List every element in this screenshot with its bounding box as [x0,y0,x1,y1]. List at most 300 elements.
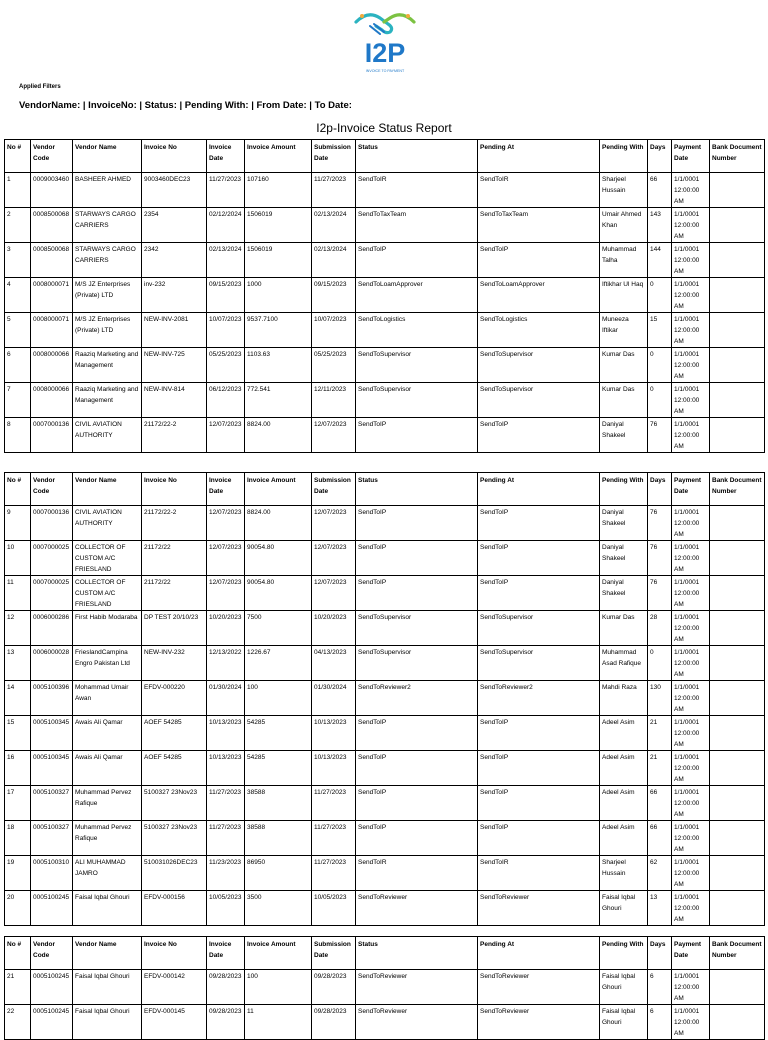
column-header-pending-at: Pending At [478,473,600,506]
cell-vendor-name: COLLECTOR OF CUSTOM A/C FRIESLAND [73,576,142,611]
cell-submission-date: 09/28/2023 [312,1005,356,1040]
cell-bank-document-number [710,611,765,646]
column-header-payment-date: Payment Date [672,937,710,970]
table-row [5,173,765,208]
cell-bank-document-number [710,208,765,243]
cell-invoice-date: 11/27/2023 [207,786,245,821]
cell-bank-document-number [710,646,765,681]
cell-pending-with: Adeel Asim [600,751,648,786]
cell-pending-with: Sharjeel Hussain [600,856,648,891]
cell-vendor-name: Faisal Iqbal Ghouri [73,970,142,1005]
cell-vendor-name: Faisal Iqbal Ghouri [73,891,142,926]
table-row [5,970,765,1005]
cell-pending-at: SendToIP [478,418,600,453]
cell-submission-date: 12/07/2023 [312,506,356,541]
cell-invoice-date: 12/07/2023 [207,576,245,611]
cell-submission-date: 11/27/2023 [312,821,356,856]
cell-invoice-date: 10/20/2023 [207,611,245,646]
cell-bank-document-number [710,681,765,716]
column-header-submission-date: Submission Date [312,140,356,173]
cell-invoice-amount: 3500 [245,891,312,926]
cell-pending-at: SendToReviewer2 [478,681,600,716]
cell-vendor-name: Raaziq Marketing and Management [73,383,142,418]
cell-no: 19 [5,856,31,891]
cell-no: 15 [5,716,31,751]
cell-invoice-no: DP TEST 20/10/23 [142,611,207,646]
cell-payment-date: 1/1/0001 12:00:00 AM [672,278,710,313]
cell-pending-at: SendToIP [478,716,600,751]
cell-invoice-amount: 1506019 [245,243,312,278]
cell-bank-document-number [710,173,765,208]
cell-status: SendToSupervisor [356,383,478,418]
cell-status: SendToIP [356,418,478,453]
column-header-bank-document-number: Bank Document Number [710,937,765,970]
cell-bank-document-number [710,348,765,383]
cell-vendor-name: M/S JZ Enterprises (Private) LTD [73,313,142,348]
cell-no: 18 [5,821,31,856]
report-title: I2p-Invoice Status Report [316,121,452,135]
cell-invoice-amount: 38588 [245,821,312,856]
cell-payment-date: 1/1/0001 12:00:00 AM [672,313,710,348]
column-header-status: Status [356,140,478,173]
cell-invoice-amount: 100 [245,681,312,716]
cell-bank-document-number [710,506,765,541]
cell-vendor-code: 0008000066 [31,348,73,383]
cell-vendor-name: Mohammad Umair Awan [73,681,142,716]
cell-payment-date: 1/1/0001 12:00:00 AM [672,786,710,821]
cell-submission-date: 05/25/2023 [312,348,356,383]
cell-status: SendToIP [356,576,478,611]
cell-vendor-code: 0005100327 [31,821,73,856]
cell-payment-date: 1/1/0001 12:00:00 AM [672,383,710,418]
column-header-invoice-no: Invoice No [142,473,207,506]
cell-no: 11 [5,576,31,611]
cell-bank-document-number [710,786,765,821]
column-header-vendor-code: Vendor Code [31,140,73,173]
column-header-invoice-date: Invoice Date [207,473,245,506]
cell-days: 76 [648,541,672,576]
cell-vendor-name: First Habib Modaraba [73,611,142,646]
table-header-row [5,473,765,506]
table-row [5,681,765,716]
cell-days: 28 [648,611,672,646]
cell-invoice-date: 05/25/2023 [207,348,245,383]
cell-days: 0 [648,348,672,383]
cell-status: SendToTaxTeam [356,208,478,243]
cell-no: 14 [5,681,31,716]
column-header-pending-at: Pending At [478,937,600,970]
cell-pending-with: Adeel Asim [600,821,648,856]
cell-status: SendToIP [356,751,478,786]
cell-pending-at: SendToReviewer [478,970,600,1005]
cell-vendor-code: 0007000136 [31,418,73,453]
column-header-no: No # [5,140,31,173]
cell-pending-with: Daniyal Shakeel [600,541,648,576]
cell-invoice-amount: 1506019 [245,208,312,243]
cell-invoice-no: AOEF 54285 [142,751,207,786]
column-header-payment-date: Payment Date [672,473,710,506]
cell-days: 21 [648,716,672,751]
cell-bank-document-number [710,891,765,926]
cell-invoice-date: 09/28/2023 [207,1005,245,1040]
cell-days: 76 [648,576,672,611]
cell-invoice-no: 5100327 23Nov23 [142,821,207,856]
cell-payment-date: 1/1/0001 12:00:00 AM [672,541,710,576]
cell-no: 7 [5,383,31,418]
logo-text: I2P [364,38,406,68]
cell-invoice-date: 11/27/2023 [207,173,245,208]
cell-vendor-code: 0005100310 [31,856,73,891]
cell-submission-date: 10/07/2023 [312,313,356,348]
cell-submission-date: 04/13/2023 [312,646,356,681]
cell-pending-at: SendToIP [478,821,600,856]
cell-pending-with: Muneeza Iftikar [600,313,648,348]
cell-no: 3 [5,243,31,278]
cell-status: SendToIP [356,821,478,856]
cell-status: SendToLogistics [356,313,478,348]
column-header-vendor-name: Vendor Name [73,140,142,173]
table-row [5,313,765,348]
cell-pending-at: SendToIR [478,173,600,208]
table-row [5,821,765,856]
cell-submission-date: 10/13/2023 [312,751,356,786]
cell-bank-document-number [710,1005,765,1040]
cell-invoice-date: 10/07/2023 [207,313,245,348]
cell-pending-at: SendToReviewer [478,1005,600,1040]
cell-vendor-name: Raaziq Marketing and Management [73,348,142,383]
column-header-days: Days [648,937,672,970]
cell-vendor-code: 0007000025 [31,541,73,576]
cell-invoice-amount: 8824.00 [245,506,312,541]
cell-bank-document-number [710,313,765,348]
cell-no: 1 [5,173,31,208]
column-header-bank-document-number: Bank Document Number [710,473,765,506]
cell-bank-document-number [710,970,765,1005]
cell-no: 2 [5,208,31,243]
cell-invoice-no: inv-232 [142,278,207,313]
cell-invoice-no: 21172/22 [142,576,207,611]
cell-submission-date: 12/11/2023 [312,383,356,418]
cell-status: SendToIR [356,173,478,208]
cell-vendor-name: CIVIL AVIATION AUTHORITY [73,506,142,541]
cell-bank-document-number [710,541,765,576]
cell-invoice-no: EFDV-000156 [142,891,207,926]
cell-vendor-code: 0005100396 [31,681,73,716]
cell-days: 143 [648,208,672,243]
table-row [5,278,765,313]
cell-vendor-name: FrieslandCampina Engro Pakistan Ltd [73,646,142,681]
cell-invoice-no: 510031026DEC23 [142,856,207,891]
column-header-status: Status [356,937,478,970]
cell-pending-with: Sharjeel Hussain [600,173,648,208]
cell-vendor-code: 0007000136 [31,506,73,541]
cell-pending-at: SendToIP [478,786,600,821]
cell-payment-date: 1/1/0001 12:00:00 AM [672,173,710,208]
cell-status: SendToIP [356,786,478,821]
cell-invoice-date: 06/12/2023 [207,383,245,418]
cell-days: 76 [648,506,672,541]
column-header-vendor-name: Vendor Name [73,473,142,506]
cell-invoice-amount: 9537.7100 [245,313,312,348]
cell-pending-with: Kumar Das [600,348,648,383]
cell-vendor-name: Muhammad Pervez Rafique [73,786,142,821]
cell-payment-date: 1/1/0001 12:00:00 AM [672,576,710,611]
cell-invoice-no: 9003460DEC23 [142,173,207,208]
cell-vendor-code: 0005100245 [31,970,73,1005]
cell-pending-with: Kumar Das [600,611,648,646]
cell-invoice-amount: 86950 [245,856,312,891]
column-header-days: Days [648,140,672,173]
cell-invoice-no: NEW-INV-2081 [142,313,207,348]
cell-status: SendToReviewer [356,1005,478,1040]
cell-invoice-date: 12/07/2023 [207,418,245,453]
cell-invoice-amount: 100 [245,970,312,1005]
table-row [5,751,765,786]
cell-no: 8 [5,418,31,453]
cell-pending-at: SendToReviewer [478,891,600,926]
cell-status: SendToIP [356,716,478,751]
cell-invoice-amount: 54285 [245,716,312,751]
cell-pending-with: Adeel Asim [600,716,648,751]
cell-payment-date: 1/1/0001 12:00:00 AM [672,646,710,681]
cell-invoice-date: 09/28/2023 [207,970,245,1005]
cell-invoice-amount: 1226.67 [245,646,312,681]
cell-pending-at: SendToIR [478,856,600,891]
cell-submission-date: 11/27/2023 [312,856,356,891]
column-header-invoice-date: Invoice Date [207,140,245,173]
column-header-pending-with: Pending With [600,140,648,173]
cell-days: 66 [648,173,672,208]
cell-invoice-date: 12/07/2023 [207,506,245,541]
cell-no: 4 [5,278,31,313]
column-header-no: No # [5,473,31,506]
cell-invoice-date: 10/13/2023 [207,716,245,751]
cell-bank-document-number [710,243,765,278]
cell-pending-with: Mahdi Raza [600,681,648,716]
cell-invoice-no: EFDV-000142 [142,970,207,1005]
table-row [5,506,765,541]
cell-invoice-date: 01/30/2024 [207,681,245,716]
cell-pending-with: Faisal Iqbal Ghouri [600,1005,648,1040]
cell-pending-at: SendToLoamApprover [478,278,600,313]
cell-vendor-name: Faisal Iqbal Ghouri [73,1005,142,1040]
cell-vendor-code: 0006000028 [31,646,73,681]
column-header-pending-with: Pending With [600,937,648,970]
cell-bank-document-number [710,576,765,611]
cell-status: SendToReviewer [356,970,478,1005]
cell-submission-date: 11/27/2023 [312,786,356,821]
cell-no: 9 [5,506,31,541]
cell-invoice-date: 11/27/2023 [207,821,245,856]
cell-submission-date: 02/13/2024 [312,243,356,278]
column-header-submission-date: Submission Date [312,473,356,506]
cell-bank-document-number [710,383,765,418]
cell-no: 22 [5,1005,31,1040]
cell-pending-with: Daniyal Shakeel [600,506,648,541]
cell-invoice-date: 09/15/2023 [207,278,245,313]
cell-invoice-amount: 7500 [245,611,312,646]
cell-pending-with: Faisal Iqbal Ghouri [600,891,648,926]
cell-invoice-no: NEW-INV-725 [142,348,207,383]
table-row [5,418,765,453]
cell-vendor-code: 0008500068 [31,243,73,278]
cell-days: 15 [648,313,672,348]
cell-vendor-name: Muhammad Pervez Rafique [73,821,142,856]
cell-invoice-no: NEW-INV-814 [142,383,207,418]
cell-pending-with: Faisal Iqbal Ghouri [600,970,648,1005]
cell-invoice-no: EFDV-000220 [142,681,207,716]
cell-vendor-name: STARWAYS CARGO CARRIERS [73,243,142,278]
cell-vendor-code: 0008000066 [31,383,73,418]
cell-days: 66 [648,821,672,856]
cell-pending-with: Daniyal Shakeel [600,576,648,611]
column-header-invoice-amount: Invoice Amount [245,937,312,970]
cell-invoice-amount: 11 [245,1005,312,1040]
cell-invoice-amount: 90054.80 [245,576,312,611]
cell-pending-at: SendToIP [478,751,600,786]
i2p-logo [340,6,430,74]
cell-invoice-no: EFDV-000145 [142,1005,207,1040]
cell-invoice-amount: 107160 [245,173,312,208]
cell-days: 62 [648,856,672,891]
cell-payment-date: 1/1/0001 12:00:00 AM [672,348,710,383]
table-row [5,348,765,383]
report-table-page-2 [4,472,765,926]
handshake-icon [340,6,430,74]
report-table-page-1 [4,139,765,453]
cell-payment-date: 1/1/0001 12:00:00 AM [672,681,710,716]
cell-invoice-no: 21172/22-2 [142,506,207,541]
cell-vendor-name: STARWAYS CARGO CARRIERS [73,208,142,243]
cell-vendor-code: 0005100327 [31,786,73,821]
cell-vendor-code: 0008000071 [31,313,73,348]
cell-pending-at: SendToSupervisor [478,646,600,681]
cell-invoice-amount: 90054.80 [245,541,312,576]
table-row [5,856,765,891]
cell-days: 76 [648,418,672,453]
cell-payment-date: 1/1/0001 12:00:00 AM [672,856,710,891]
cell-no: 6 [5,348,31,383]
cell-pending-at: SendToIP [478,576,600,611]
cell-vendor-name: M/S JZ Enterprises (Private) LTD [73,278,142,313]
cell-submission-date: 12/07/2023 [312,418,356,453]
cell-pending-with: Daniyal Shakeel [600,418,648,453]
cell-pending-with: Umair Ahmed Khan [600,208,648,243]
cell-pending-at: SendToLogistics [478,313,600,348]
cell-submission-date: 10/20/2023 [312,611,356,646]
cell-submission-date: 12/07/2023 [312,541,356,576]
cell-days: 6 [648,970,672,1005]
cell-bank-document-number [710,278,765,313]
cell-payment-date: 1/1/0001 12:00:00 AM [672,611,710,646]
cell-status: SendToSupervisor [356,348,478,383]
cell-payment-date: 1/1/0001 12:00:00 AM [672,208,710,243]
column-header-pending-at: Pending At [478,140,600,173]
column-header-vendor-name: Vendor Name [73,937,142,970]
cell-status: SendToSupervisor [356,646,478,681]
cell-invoice-amount: 38588 [245,786,312,821]
cell-bank-document-number [710,856,765,891]
cell-invoice-date: 02/13/2024 [207,243,245,278]
cell-vendor-code: 0007000025 [31,576,73,611]
cell-vendor-name: CIVIL AVIATION AUTHORITY [73,418,142,453]
cell-invoice-no: NEW-INV-232 [142,646,207,681]
cell-pending-at: SendToSupervisor [478,611,600,646]
cell-bank-document-number [710,418,765,453]
cell-invoice-amount: 1000 [245,278,312,313]
cell-days: 0 [648,278,672,313]
table-row [5,891,765,926]
column-header-invoice-no: Invoice No [142,937,207,970]
column-header-invoice-no: Invoice No [142,140,207,173]
cell-status: SendToIR [356,856,478,891]
cell-invoice-no: AOEF 54285 [142,716,207,751]
table-row [5,611,765,646]
column-header-days: Days [648,473,672,506]
cell-status: SendToIP [356,541,478,576]
cell-payment-date: 1/1/0001 12:00:00 AM [672,970,710,1005]
column-header-invoice-amount: Invoice Amount [245,140,312,173]
cell-payment-date: 1/1/0001 12:00:00 AM [672,506,710,541]
cell-pending-at: SendToIP [478,541,600,576]
cell-vendor-code: 0005100345 [31,716,73,751]
cell-status: SendToReviewer [356,891,478,926]
cell-vendor-name: Awais Ali Qamar [73,716,142,751]
column-header-bank-document-number: Bank Document Number [710,140,765,173]
cell-status: SendToIP [356,243,478,278]
table-row [5,1005,765,1040]
cell-pending-with: Iftikhar Ul Haq [600,278,648,313]
cell-days: 0 [648,383,672,418]
cell-vendor-name: ALI MUHAMMAD JAMRO [73,856,142,891]
cell-status: SendToLoamApprover [356,278,478,313]
cell-bank-document-number [710,751,765,786]
cell-status: SendToSupervisor [356,611,478,646]
table-header-row [5,937,765,970]
cell-payment-date: 1/1/0001 12:00:00 AM [672,751,710,786]
cell-submission-date: 12/07/2023 [312,576,356,611]
cell-no: 17 [5,786,31,821]
column-header-vendor-code: Vendor Code [31,473,73,506]
cell-invoice-date: 12/07/2023 [207,541,245,576]
cell-vendor-code: 0005100245 [31,891,73,926]
cell-invoice-no: 21172/22-2 [142,418,207,453]
cell-invoice-amount: 54285 [245,751,312,786]
column-header-no: No # [5,937,31,970]
cell-pending-at: SendToIP [478,243,600,278]
table-row [5,208,765,243]
column-header-invoice-date: Invoice Date [207,937,245,970]
cell-payment-date: 1/1/0001 12:00:00 AM [672,1005,710,1040]
cell-no: 5 [5,313,31,348]
cell-invoice-no: 21172/22 [142,541,207,576]
cell-vendor-code: 0008500068 [31,208,73,243]
column-header-pending-with: Pending With [600,473,648,506]
table-row [5,243,765,278]
cell-invoice-amount: 1103.63 [245,348,312,383]
cell-no: 16 [5,751,31,786]
logo-tagline: INVOICE TO PAYMENT [365,69,405,73]
cell-no: 20 [5,891,31,926]
cell-submission-date: 02/13/2024 [312,208,356,243]
cell-submission-date: 09/28/2023 [312,970,356,1005]
table-row [5,383,765,418]
cell-invoice-amount: 772.541 [245,383,312,418]
cell-days: 6 [648,1005,672,1040]
cell-days: 130 [648,681,672,716]
cell-invoice-amount: 8824.00 [245,418,312,453]
cell-payment-date: 1/1/0001 12:00:00 AM [672,418,710,453]
